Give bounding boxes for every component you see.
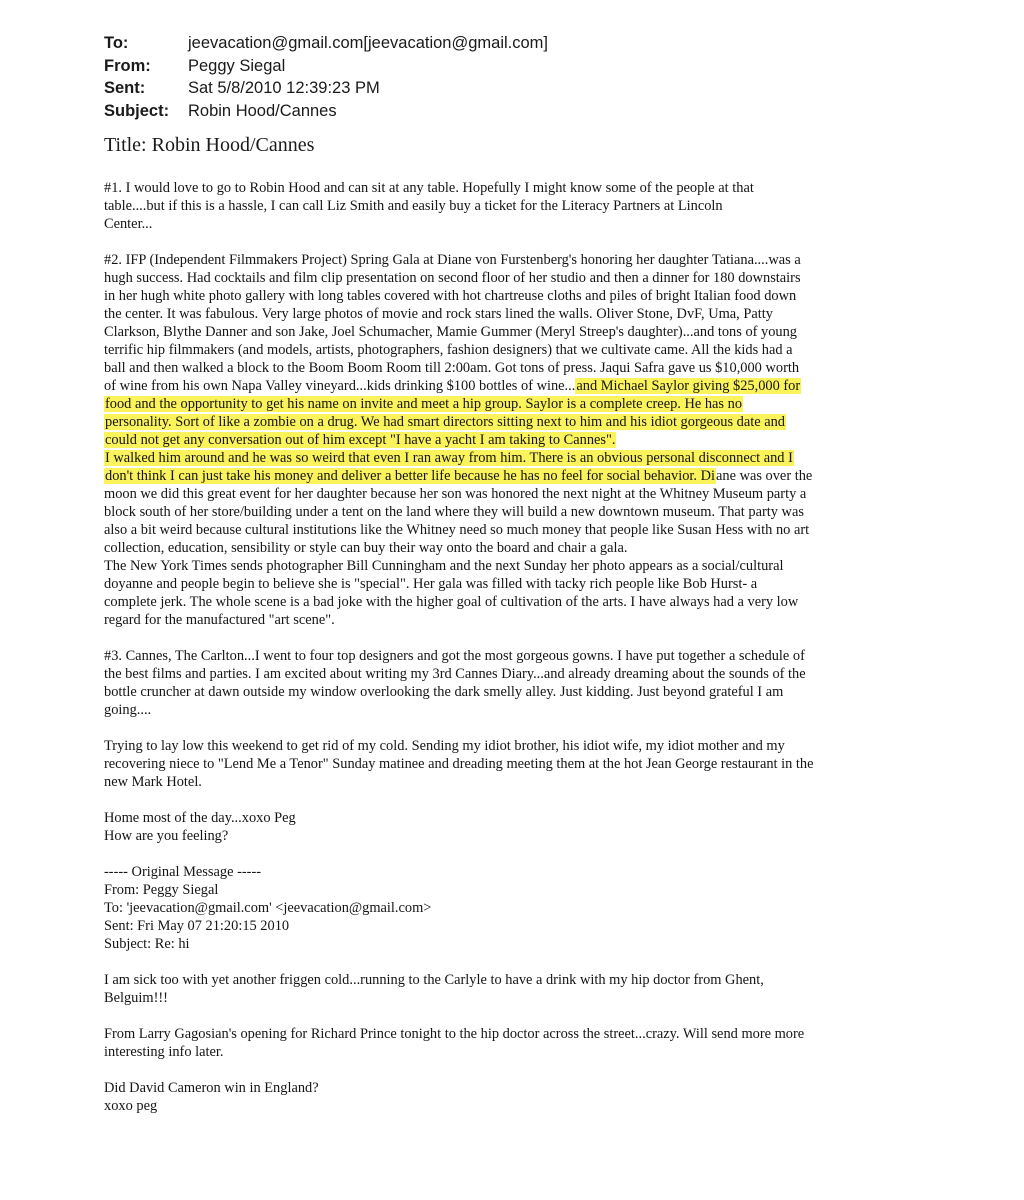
body-line (104, 1025, 944, 1043)
body-line (104, 683, 944, 701)
text-segment: xoxo peg (104, 1098, 158, 1114)
body-line (104, 1043, 944, 1061)
from-value: Peggy Siegal (188, 56, 286, 75)
text-segment: interesting info later. (104, 1044, 224, 1060)
body-paragraph (104, 1079, 944, 1115)
from-row (104, 55, 548, 78)
body-paragraph (104, 647, 944, 719)
text-segment: Subject: Re: hi (104, 936, 190, 952)
body-line (104, 413, 944, 431)
body-line (104, 179, 944, 197)
body-line (104, 1097, 944, 1115)
body-line (104, 323, 944, 341)
body-line (104, 269, 944, 287)
body-line (104, 359, 944, 377)
text-segment: new Mark Hotel. (104, 774, 202, 790)
paragraph-gap (104, 233, 944, 251)
text-segment: ----- Original Message ----- (104, 864, 262, 880)
paragraph-gap (104, 1007, 944, 1025)
to-row (104, 32, 548, 55)
text-segment: of wine from his own Napa Valley vineyard...kids drinking $100 bottles of wine... (104, 378, 576, 394)
text-segment: ane was over the (716, 468, 813, 484)
body-line (104, 305, 944, 323)
text-segment: ball and then walked a block to the Boom Boom Room till 2:00am. Got tons of press. Jaqui Safra gave us $10,000 worth (104, 360, 800, 376)
body-line (104, 755, 944, 773)
body-line (104, 935, 944, 953)
text-segment: The New York Times sends photographer Bill Cunningham and the next Sunday her photo appears as a social/cultural (104, 558, 784, 574)
text-segment: Home most of the day...xoxo Peg (104, 810, 296, 826)
text-segment: table....but if this is a hassle, I can call Liz Smith and easily buy a ticket for the Literacy Partners at Lincoln (104, 198, 723, 214)
text-segment: regard for the manufactured "art scene". (104, 612, 335, 628)
body-line (104, 467, 944, 485)
body-line (104, 521, 944, 539)
text-segment: From: Peggy Siegal (104, 882, 219, 898)
highlighted-text: don't think I can just take his money and deliver a better life because he has no feel for social behavior. Di (105, 468, 715, 484)
body-line (104, 737, 944, 755)
highlighted-text: could not get any conversation out of him except "I have a yacht I am taking to Cannes". (105, 432, 616, 448)
text-segment: Trying to lay low this weekend to get rid of my cold. Sending my idiot brother, his idiot wife, my idiot mother and my (104, 738, 785, 754)
text-segment: Center... (104, 216, 153, 232)
body-line (104, 647, 944, 665)
text-segment: Clarkson, Blythe Danner and son Jake, Joel Schumacher, Mamie Gummer (Meryl Streep's daughter)...and tons of young (104, 324, 798, 340)
body-line (104, 539, 944, 557)
body-paragraph (104, 809, 944, 845)
text-segment: #2. IFP (Independent Filmmakers Project) Spring Gala at Diane von Furstenberg's honoring her daughter Tatiana....was a (104, 252, 801, 268)
body-line (104, 881, 944, 899)
text-segment: #3. Cannes, The Carlton...I went to four top designers and got the most gorgeous gowns. I have put together a schedule of (104, 648, 805, 664)
paragraph-gap (104, 719, 944, 737)
paragraph-gap (104, 629, 944, 647)
document-title: Title: Robin Hood/Cannes (104, 134, 315, 156)
to-label: To: (104, 34, 129, 52)
sent-row (104, 77, 548, 100)
subject-label: Subject: (104, 101, 170, 120)
email-body (104, 179, 944, 1115)
paragraph-gap (104, 845, 944, 863)
text-segment: From Larry Gagosian's opening for Richard Prince tonight to the hip doctor across the street...crazy. Will send more more (104, 1026, 805, 1042)
sent-label: Sent: (104, 79, 146, 97)
text-segment: Did David Cameron win in England? (104, 1080, 319, 1096)
body-line (104, 989, 944, 1007)
text-segment: Sent: Fri May 07 21:20:15 2010 (104, 918, 290, 934)
body-line (104, 809, 944, 827)
text-segment: To: 'jeevacation@gmail.com' <jeevacation@gmail.com> (104, 900, 432, 916)
highlighted-text: food and the opportunity to get his name on invite and meet a hip group. Saylor is a complete creep. He has no (105, 396, 743, 412)
body-line (104, 377, 944, 395)
text-segment: going.... (104, 702, 152, 718)
body-line (104, 1079, 944, 1097)
highlighted-text: personality. Sort of like a zombie on a drug. We had smart directors sitting next to him and his idiot gorgeous date and (105, 414, 785, 430)
body-line (104, 971, 944, 989)
text-segment: the best films and parties. I am excited about writing my 3rd Cannes Diary...and already dreaming about the sounds of the (104, 666, 806, 682)
body-line (104, 485, 944, 503)
paragraph-gap (104, 791, 944, 809)
body-line (104, 503, 944, 521)
body-paragraph (104, 1025, 944, 1061)
text-segment: also a bit weird because cultural institutions like the Whitney need so much money that people like Susan Hess with no art (104, 522, 810, 538)
body-line (104, 251, 944, 269)
body-paragraph (104, 251, 944, 629)
body-line (104, 215, 944, 233)
text-segment: recovering niece to "Lend Me a Tenor" Sunday matinee and dreading meeting them at the hot Jean George restaurant in the (104, 756, 814, 772)
body-line (104, 611, 944, 629)
text-segment: doyanne and people begin to believe she is "special". Her gala was filled with tacky rich people like Bob Hurst- a (104, 576, 758, 592)
subject-value: Robin Hood/Cannes (188, 101, 337, 120)
text-segment: in her hugh white photo gallery with long tables covered with hot chartreuse cloths and piles of bright Italian food down (104, 288, 797, 304)
body-line (104, 575, 944, 593)
paragraph-gap (104, 953, 944, 971)
text-segment: moon we did this great event for her daughter because her son was honored the next night at the Whitney Museum party a (104, 486, 807, 502)
body-line (104, 557, 944, 575)
text-segment: I am sick too with yet another friggen cold...running to the Carlyle to have a drink with my hip doctor from Ghent, (104, 972, 764, 988)
body-line (104, 197, 944, 215)
text-segment: collection, education, sensibility or style can buy their way onto the board and chair a gala. (104, 540, 628, 556)
body-line (104, 899, 944, 917)
body-paragraph (104, 863, 944, 953)
text-segment: the center. It was fabulous. Very large photos of movie and rock stars lined the walls. Oliver Stone, DvF, Uma, Patty (104, 306, 773, 322)
paragraph-gap (104, 1061, 944, 1079)
text-segment: complete jerk. The whole scene is a bad joke with the higher goal of cultivation of the arts. I have always had a very low (104, 594, 799, 610)
text-segment: #1. I would love to go to Robin Hood and can sit at any table. Hopefully I might know some of the people at that (104, 180, 754, 196)
text-segment: terrific hip filmmakers (and models, artists, photographers, fashion designers) that we cultivate came. All the kids had a (104, 342, 793, 358)
body-line (104, 773, 944, 791)
text-segment: block south of her store/building under a tent on the land where they will build a new downtown museum. That party was (104, 504, 804, 520)
to-value: jeevacation@gmail.com[jeevacation@gmail.com] (188, 34, 548, 52)
body-paragraph (104, 179, 944, 233)
body-line (104, 593, 944, 611)
from-label: From: (104, 56, 151, 75)
text-segment: How are you feeling? (104, 828, 229, 844)
body-line (104, 341, 944, 359)
highlighted-text: and Michael Saylor giving $25,000 for (576, 378, 801, 394)
body-paragraph (104, 971, 944, 1007)
highlighted-text: I walked him around and he was so weird that even I ran away from him. There is an obvious personal disconnect and I (105, 450, 793, 466)
text-segment: hugh success. Had cocktails and film clip presentation on second floor of her studio and then a dinner for 180 downstairs (104, 270, 801, 286)
body-line (104, 665, 944, 683)
body-line (104, 395, 944, 413)
body-line (104, 827, 944, 845)
subject-row (104, 100, 548, 123)
body-line (104, 701, 944, 719)
body-line (104, 449, 944, 467)
text-segment: Belguim!!! (104, 990, 168, 1006)
email-header (104, 32, 548, 122)
text-segment: bottle cruncher at dawn outside my window overlooking the dark smelly alley. Just kidding. Just beyond grateful I am (104, 684, 784, 700)
body-line (104, 863, 944, 881)
body-line (104, 431, 944, 449)
sent-value: Sat 5/8/2010 12:39:23 PM (188, 79, 380, 97)
body-paragraph (104, 737, 944, 791)
body-line (104, 287, 944, 305)
body-line (104, 917, 944, 935)
